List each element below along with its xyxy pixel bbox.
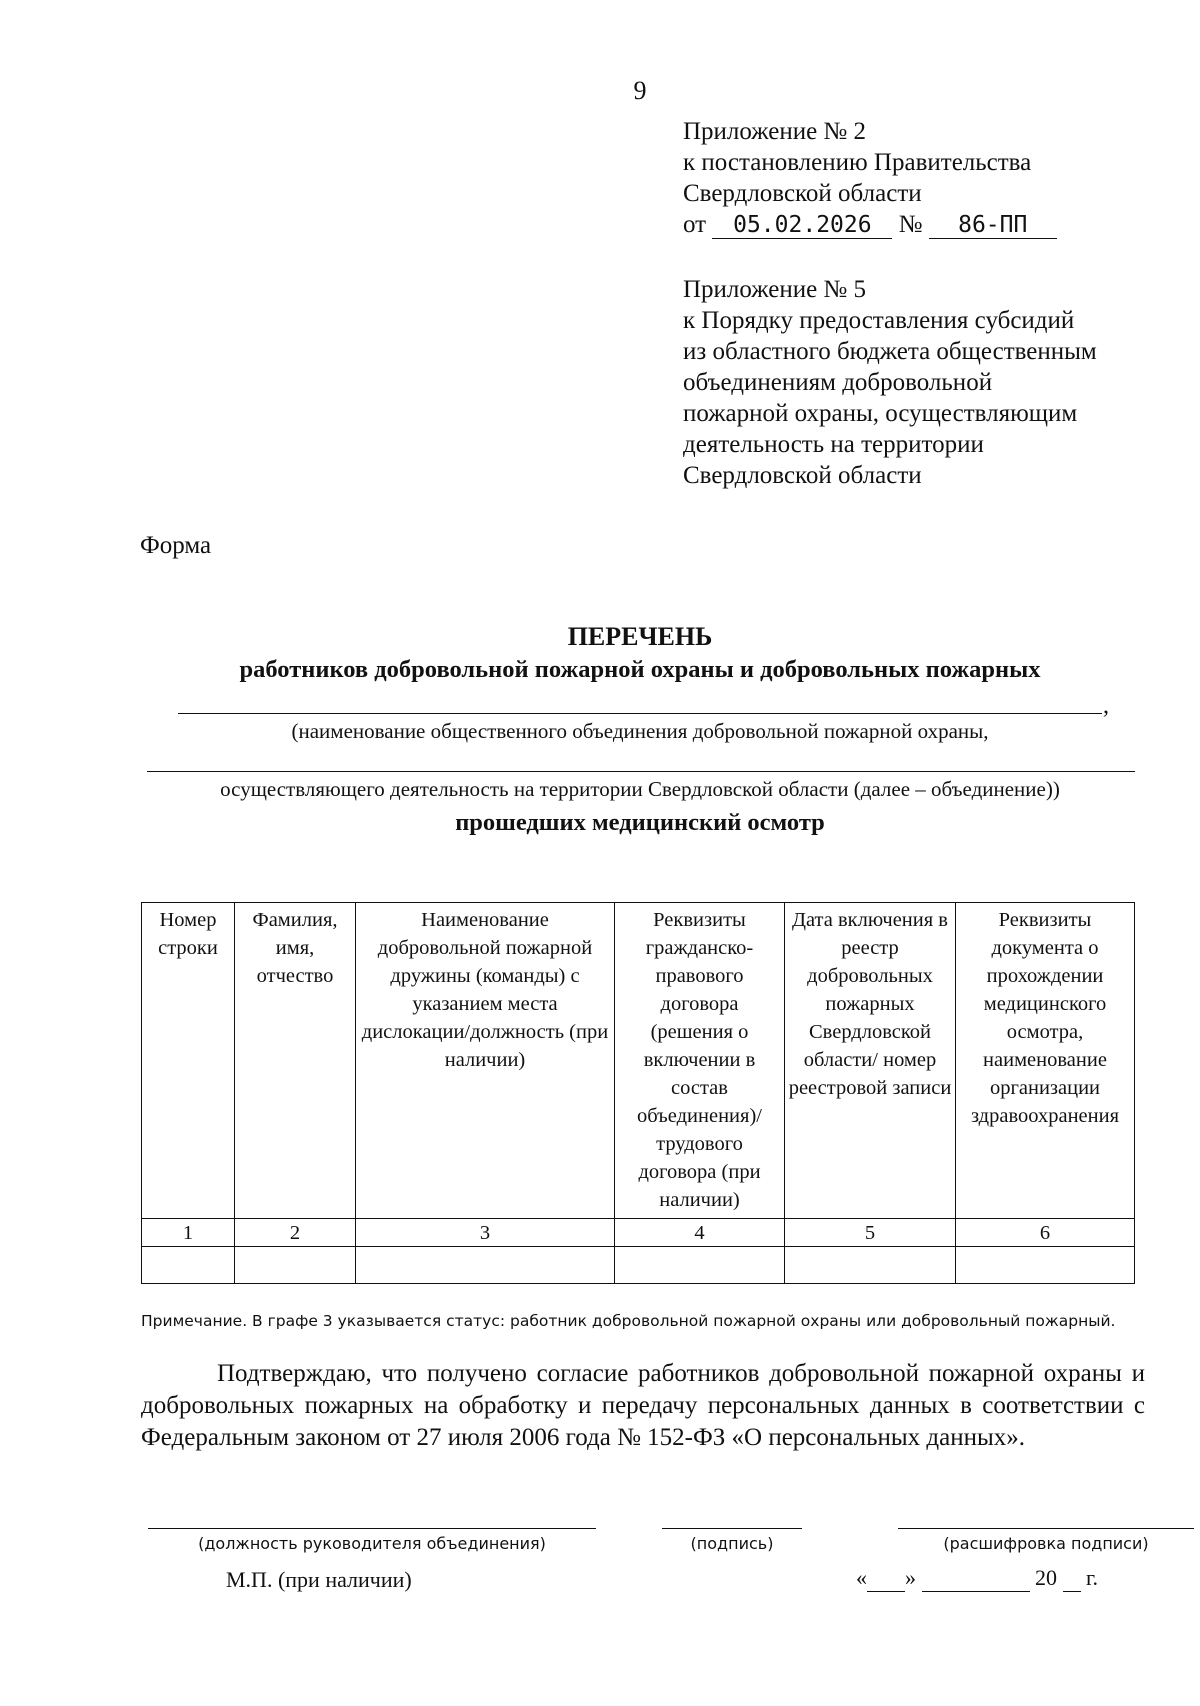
table-cell <box>235 1247 356 1284</box>
table-cell <box>356 1247 615 1284</box>
table-note: Примечание. В графе 3 указывается статус: работник добровольной пожарной охраны или добровольный пожарный. <box>141 1312 1116 1330</box>
header-team-name: Наименование добровольной пожарной дружины (команды) с указанием места дислокации/должность (при наличии) <box>356 903 615 1219</box>
position-signature-line <box>148 1528 596 1529</box>
year-suffix: г. <box>1086 1565 1099 1590</box>
document-title: ПЕРЕЧЕНЬ <box>567 622 713 651</box>
appendix-5-line: пожарной охраны, осуществляющим <box>683 400 1078 427</box>
signature-line <box>662 1528 802 1529</box>
org-name-line <box>178 713 1102 714</box>
signature-label: (подпись) <box>690 1534 774 1553</box>
appendix-2-block <box>683 116 1057 240</box>
year-prefix: 20 <box>1035 1565 1057 1590</box>
position-label: (должность руководителя объединения) <box>198 1534 546 1553</box>
org-name-line-2 <box>147 771 1135 772</box>
appendix-2-line: Свердловской области <box>683 180 922 207</box>
table-cell <box>785 1247 956 1284</box>
header-contract-details: Реквизиты гражданско-правового договора (решения о включении в состав объединения)/ трудового договора (при наличии) <box>615 903 785 1219</box>
decree-date: 05.02.2026 <box>712 212 892 239</box>
signing-date <box>856 1565 1098 1592</box>
decoding-label: (расшифровка подписи) <box>943 1534 1149 1553</box>
column-numbers-row <box>142 1219 1135 1247</box>
column-number: 1 <box>142 1219 235 1247</box>
header-row-number: Номер строки <box>142 903 235 1219</box>
page-number: 9 <box>633 76 647 105</box>
title-comma: , <box>1103 693 1109 719</box>
stamp-label: М.П. (при наличии) <box>226 1567 412 1592</box>
consent-text: Подтверждаю, что получено согласие работников добровольной пожарной охраны и добровольных пожарных на обработку и передачу персональных данных в соответствии с Федеральным законом от 27 июля 2006 года № 152-ФЗ «О персональных данных». <box>141 1360 1145 1451</box>
table-row <box>142 1247 1135 1284</box>
table-cell <box>956 1247 1135 1284</box>
header-registry-date: Дата включения в реестр добровольных пожарных Свердловской области/ номер реестровой записи <box>785 903 956 1219</box>
document-subtitle: работников добровольной пожарной охраны и добровольных пожарных <box>239 656 1041 683</box>
appendix-2-line: к постановлению Правительства <box>683 149 1032 176</box>
appendix-5-line: к Порядку предоставления субсидий <box>683 307 1075 334</box>
appendix-2-title: Приложение № 2 <box>683 118 867 145</box>
appendix-5-title: Приложение № 5 <box>683 276 867 303</box>
appendix-5-block <box>683 274 1097 491</box>
document-subtitle-2: прошедших медицинский осмотр <box>455 809 825 836</box>
date-prefix: от <box>683 211 707 238</box>
column-number: 4 <box>615 1219 785 1247</box>
table-cell <box>615 1247 785 1284</box>
org-name-caption-2: осуществляющего деятельность на территории Свердловской области (далее – объединение)) <box>220 777 1060 801</box>
appendix-5-line: объединениям добровольной <box>683 369 993 396</box>
consent-confirmation <box>141 1358 1145 1454</box>
form-label: Форма <box>140 532 212 559</box>
decree-number: 86-ПП <box>929 212 1057 239</box>
appendix-5-line: Свердловской области <box>683 462 922 489</box>
close-quote: » <box>905 1565 916 1590</box>
column-number: 5 <box>785 1219 956 1247</box>
open-quote: « <box>856 1565 867 1590</box>
column-number: 3 <box>356 1219 615 1247</box>
header-full-name: Фамилия, имя, отчество <box>235 903 356 1219</box>
decoding-signature-line <box>898 1528 1194 1529</box>
number-prefix: № <box>898 211 923 238</box>
decree-date-line <box>683 209 1057 240</box>
workers-table <box>141 902 1135 1284</box>
appendix-5-line: из областного бюджета общественным <box>683 338 1097 365</box>
table-cell <box>142 1247 235 1284</box>
org-name-caption: (наименование общественного объединения добровольной пожарной охраны, <box>291 719 989 743</box>
column-number: 2 <box>235 1219 356 1247</box>
appendix-5-line: деятельность на территории <box>683 431 984 458</box>
column-number: 6 <box>956 1219 1135 1247</box>
header-medical-exam: Реквизиты документа о прохождении медицинского осмотра, наименование организации здравоохранения <box>956 903 1135 1219</box>
